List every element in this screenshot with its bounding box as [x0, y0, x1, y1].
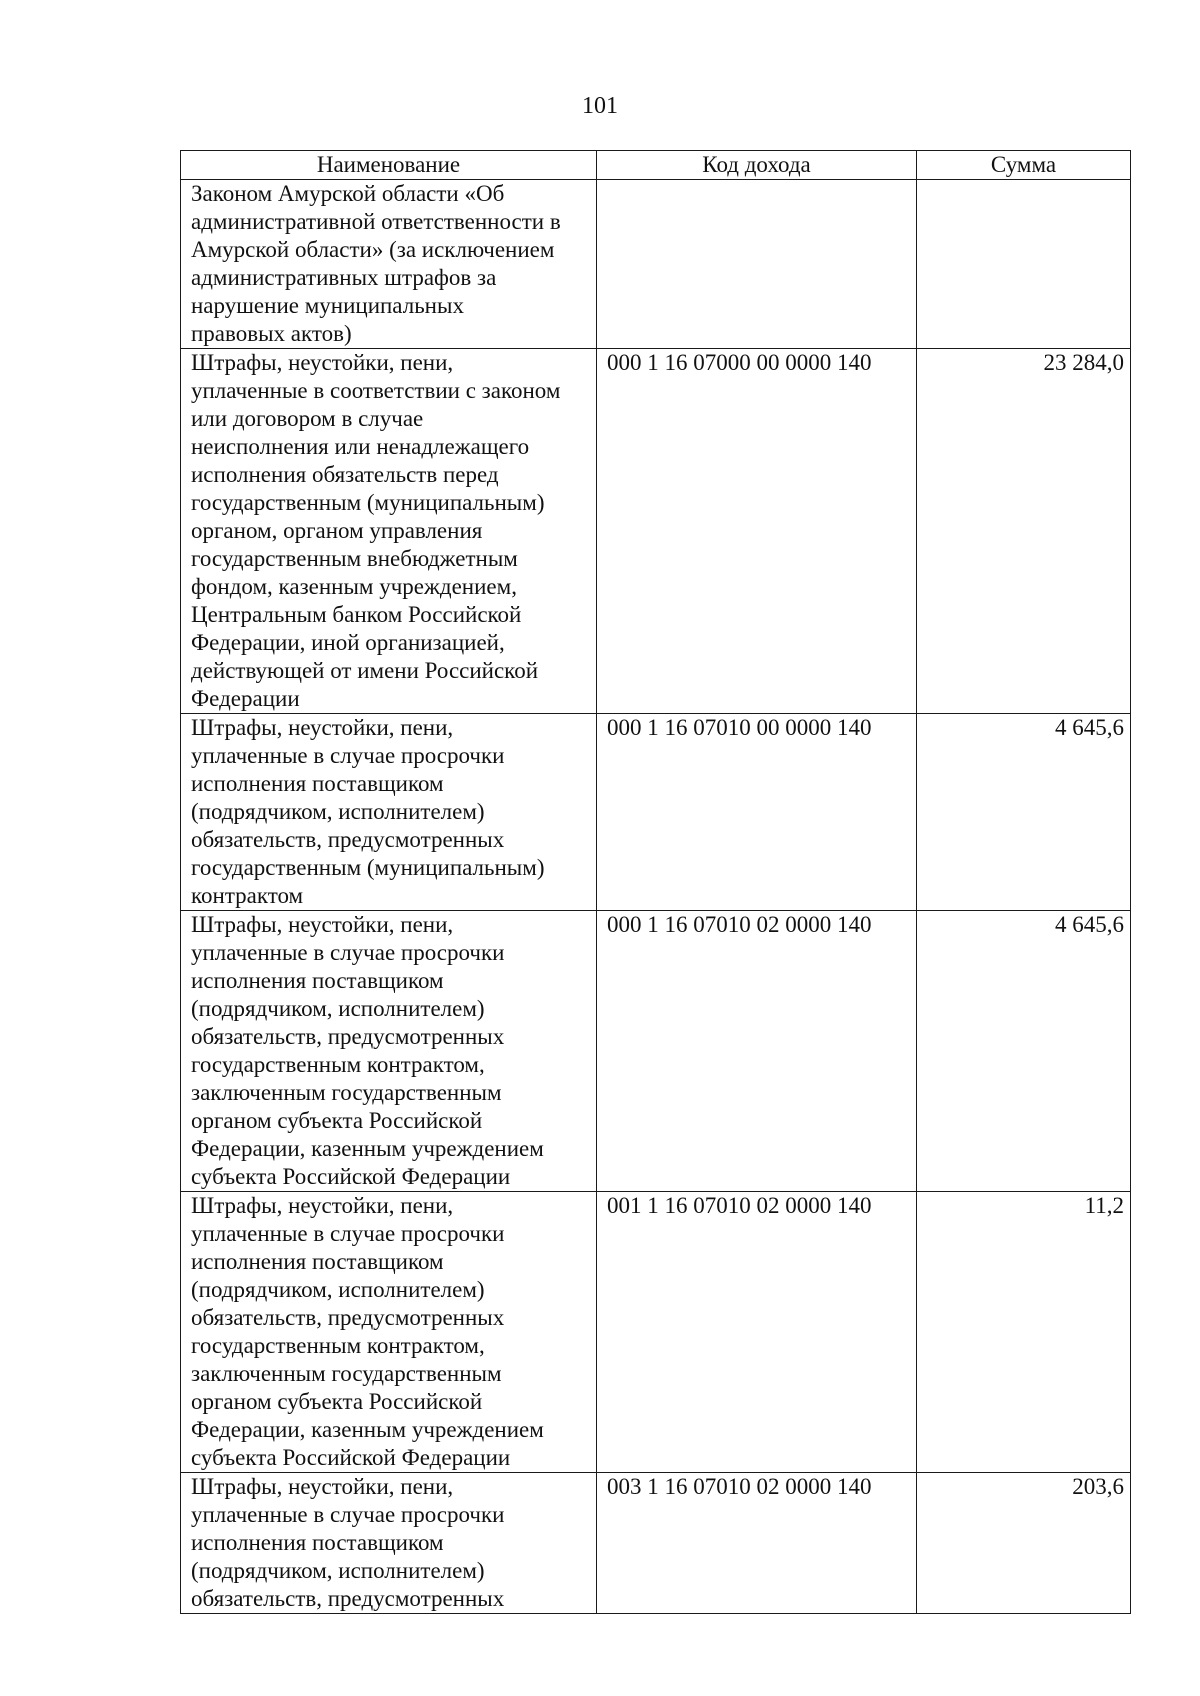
table-row: [181, 911, 1131, 1192]
row-name: Штрафы, неустойки, пени, уплаченные в случае просрочки исполнения поставщиком (подрядчиком, исполнителем) обязательств, предусмотренных государственным (муниципальным) контрактом: [181, 714, 597, 911]
table-row: [181, 1473, 1131, 1614]
table-body: [181, 180, 1131, 1614]
row-code: 000 1 16 07010 02 0000 140: [597, 911, 917, 1192]
row-sum: 11,2: [917, 1192, 1131, 1473]
row-code: 000 1 16 07010 00 0000 140: [597, 714, 917, 911]
row-code: [597, 180, 917, 349]
table-row: [181, 349, 1131, 714]
row-name: Штрафы, неустойки, пени, уплаченные в соответствии с законом или договором в случае неисполнения или ненадлежащего исполнения обязательств перед государственным (муниципальным) органом, органом управления государственным внебюджетным фондом, казенным учреждением, Центральным банком Российской Федерации, иной организацией, действующей от имени Российской Федерации: [181, 349, 597, 714]
row-code: 000 1 16 07000 00 0000 140: [597, 349, 917, 714]
row-code: 003 1 16 07010 02 0000 140: [597, 1473, 917, 1614]
row-sum: 23 284,0: [917, 349, 1131, 714]
table-header-row: [181, 151, 1131, 180]
table-row: [181, 1192, 1131, 1473]
row-name: Законом Амурской области «Об административной ответственности в Амурской области» (за исключением административных штрафов за нарушение муниципальных правовых актов): [181, 180, 597, 349]
row-sum: 203,6: [917, 1473, 1131, 1614]
row-name: Штрафы, неустойки, пени, уплаченные в случае просрочки исполнения поставщиком (подрядчиком, исполнителем) обязательств, предусмотренных государственным контрактом, заключенным государственным органом субъекта Российской Федерации, казенным учреждением субъекта Российской Федерации: [181, 911, 597, 1192]
row-sum: 4 645,6: [917, 714, 1131, 911]
row-sum: 4 645,6: [917, 911, 1131, 1192]
table-header: [181, 151, 1131, 180]
header-name: Наименование: [181, 151, 597, 180]
row-name: Штрафы, неустойки, пени, уплаченные в случае просрочки исполнения поставщиком (подрядчиком, исполнителем) обязательств, предусмотренных: [181, 1473, 597, 1614]
page-number: 101: [582, 93, 618, 119]
table-row: [181, 180, 1131, 349]
row-code: 001 1 16 07010 02 0000 140: [597, 1192, 917, 1473]
row-sum: [917, 180, 1131, 349]
header-sum: Сумма: [917, 151, 1131, 180]
table-row: [181, 714, 1131, 911]
revenue-table: [180, 150, 1131, 1614]
row-name: Штрафы, неустойки, пени, уплаченные в случае просрочки исполнения поставщиком (подрядчиком, исполнителем) обязательств, предусмотренных государственным контрактом, заключенным государственным органом субъекта Российской Федерации, казенным учреждением субъекта Российской Федерации: [181, 1192, 597, 1473]
header-code: Код дохода: [597, 151, 917, 180]
